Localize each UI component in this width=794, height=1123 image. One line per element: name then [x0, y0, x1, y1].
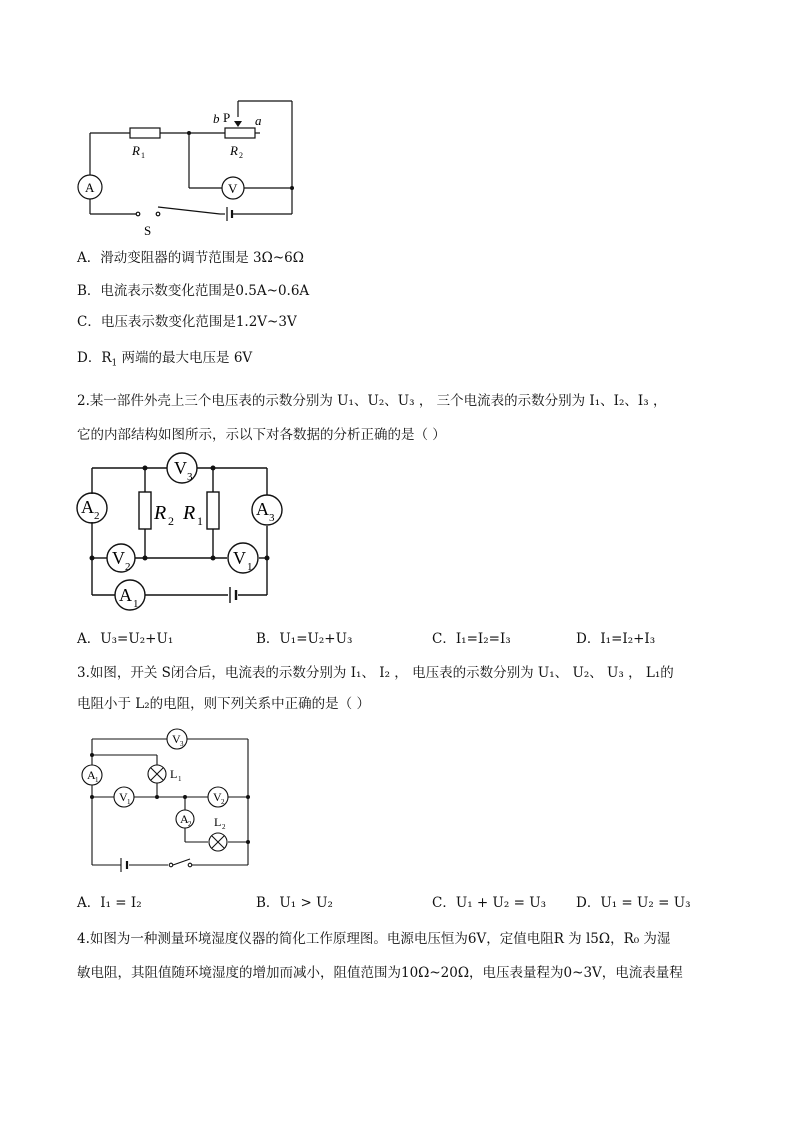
svg-text:1: 1 [95, 776, 99, 784]
svg-text:V: V [233, 548, 246, 568]
q2-option-a: A．U₃=U₂+U₁ [77, 631, 174, 647]
ammeter-label: A [85, 180, 95, 195]
svg-text:1: 1 [247, 561, 253, 573]
switch-label: S [144, 223, 152, 238]
svg-text:A: A [87, 768, 96, 782]
label-r1: R [132, 143, 140, 158]
svg-text:2: 2 [125, 561, 131, 573]
svg-text:A: A [180, 812, 189, 826]
q2-option-b: B．U₁=U₂+U₃ [256, 631, 353, 647]
svg-text:1: 1 [197, 514, 203, 528]
svg-text:V: V [119, 790, 128, 804]
q2-circuit-diagram [70, 450, 300, 612]
svg-text:2: 2 [239, 151, 243, 160]
q1-option-a: A．滑动变阻器的调节范围是 3Ω~6Ω [77, 250, 304, 266]
q3-stem-line1: 3.如图，开关 S闭合后，电流表的示数分别为 I₁、 I₂ ， 电压表的示数分别为 U₁、 U₂、 U₃ ， L₁的 [77, 665, 674, 681]
svg-text:A: A [256, 499, 269, 519]
q2-option-d: D．I₁=I₂+I₃ [576, 631, 656, 647]
svg-text:2: 2 [222, 823, 226, 831]
svg-text:3: 3 [187, 471, 193, 483]
svg-text:V: V [172, 732, 181, 746]
q4-stem-line1: 4.如图为一种测量环境湿度仪器的简化工作原理图。电源电压恒为6V，定值电阻R 为 l5Ω，R₀ 为湿 [77, 931, 671, 947]
svg-text:V: V [213, 790, 222, 804]
q1-option-d: D．$R_1$ 两端的最大电压是 6V [77, 350, 253, 369]
svg-text:1: 1 [178, 775, 182, 783]
q3-option-c: C．U₁ + U₂ = U₃ [432, 895, 546, 911]
svg-text:3: 3 [180, 740, 184, 748]
label-a: a [255, 113, 262, 128]
svg-text:V: V [112, 548, 125, 568]
svg-text:2: 2 [94, 510, 100, 522]
svg-text:R: R [183, 502, 196, 524]
q2-stem-line1: 2.某一部件外壳上三个电压表的示数分别为 U₁、U₂、U₃ ， 三个电流表的示数分别为 I₁、I₂、I₃ ， [77, 393, 667, 409]
svg-text:A: A [81, 497, 94, 517]
svg-text:1: 1 [127, 798, 131, 806]
svg-text:A: A [119, 585, 132, 605]
q4-stem-line2: 敏电阻，其阻值随环境湿度的增加而减小，阻值范围为10Ω~20Ω，电压表量程为0~3V，电流表量程 [77, 965, 683, 981]
q3-circuit-diagram [70, 722, 270, 872]
q2-option-c: C．I₁=I₂=I₃ [432, 631, 511, 647]
svg-text:2: 2 [188, 820, 192, 828]
svg-text:2: 2 [168, 514, 174, 528]
voltmeter-label: V [228, 181, 238, 196]
q3-option-b: B．U₁ > U₂ [256, 895, 333, 911]
q3-option-d: D．U₁ = U₂ = U₃ [576, 895, 691, 911]
q3-stem-line2: 电阻小于 L₂的电阻，则下列关系中正确的是（ ） [77, 696, 370, 712]
q3-option-a: A．I₁ = I₂ [77, 895, 142, 911]
svg-text:R: R [154, 502, 167, 524]
q1-option-b: B．电流表示数变化范围是0.5A~0.6A [77, 283, 310, 299]
q1-circuit-diagram [70, 95, 310, 245]
svg-text:3: 3 [269, 512, 275, 524]
q2-stem-line2: 它的内部结构如图所示，示以下对各数据的分析正确的是（ ） [77, 427, 446, 443]
q1-option-c: C．电压表示数变化范围是1.2V~3V [77, 314, 297, 330]
label-b: b [213, 111, 220, 126]
svg-text:1: 1 [141, 151, 145, 160]
svg-text:V: V [174, 458, 187, 478]
label-p: P [223, 110, 231, 125]
svg-text:2: 2 [221, 798, 225, 806]
svg-text:L: L [170, 767, 178, 781]
svg-text:L: L [214, 815, 222, 829]
svg-text:1: 1 [133, 598, 139, 610]
label-r2: R [230, 143, 238, 158]
